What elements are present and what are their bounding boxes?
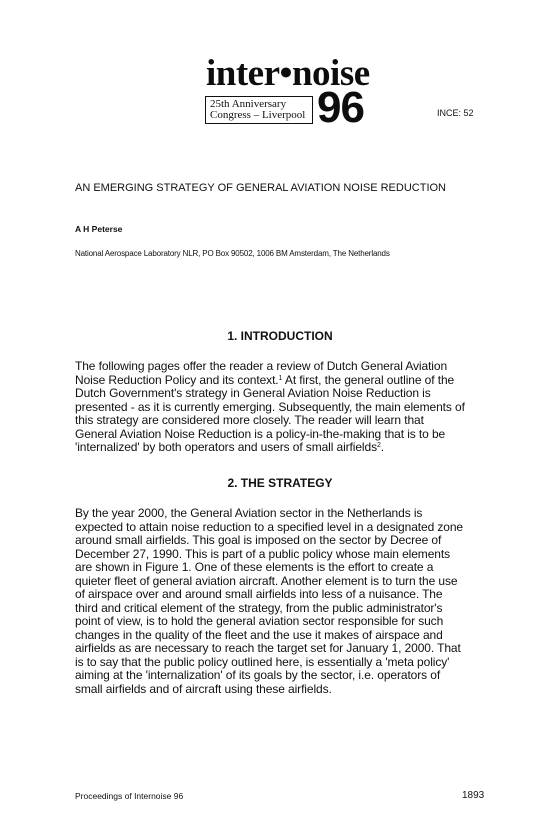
text-line-part: At first, the general outline of the xyxy=(282,372,455,387)
page-number: 1893 xyxy=(462,790,485,801)
text-line: The following pages offer the reader a review of Dutch General Aviation xyxy=(75,359,448,373)
text-line: this strategy are considered more closely. The reader will learn that xyxy=(75,413,424,427)
text-line: is to say that the public policy outlined here, is essentially a 'meta policy' xyxy=(75,654,450,669)
text-line: small airfields and of aircraft using these airfields. xyxy=(75,681,332,696)
text-line: December 27, 1990. This is part of a public policy whose main elements xyxy=(75,546,450,561)
conference-logo-wordmark: inter•noise xyxy=(206,53,370,94)
section-heading-introduction: 1. INTRODUCTION xyxy=(227,329,333,343)
strategy-paragraph xyxy=(75,507,495,696)
footnote-marker: 2 xyxy=(376,442,381,449)
text-line: expected to attain noise reduction to a specified level in a designated zone xyxy=(75,519,464,534)
paper-title: AN EMERGING STRATEGY OF GENERAL AVIATION NOISE REDUCTION xyxy=(75,182,446,194)
text-line: presented - as it is currently emerging. Subsequently, the main elements of xyxy=(75,399,465,414)
introduction-paragraph xyxy=(75,360,495,455)
text-line-part: 'internalized' by both operators and users of small airfields xyxy=(75,440,377,454)
section-heading-strategy: 2. THE STRATEGY xyxy=(227,476,333,490)
paper-author: A H Peterse xyxy=(75,224,123,234)
text-line: General Aviation Noise Reduction is a policy-in-the-making that is to be xyxy=(75,426,446,441)
author-affiliation: National Aerospace Laboratory NLR, PO Box 90502, 1006 BM Amsterdam, The Netherlands xyxy=(75,249,390,258)
text-line: Dutch Government's strategy in General Aviation Noise Reduction is xyxy=(75,386,431,400)
conference-logo-box xyxy=(205,96,313,124)
text-line-part: . xyxy=(380,440,385,454)
text-line: point of view, is to hold the general aviation sector responsible for such xyxy=(75,614,444,628)
text-line xyxy=(75,374,495,388)
text-line-part: Noise Reduction Policy and its context. xyxy=(75,372,279,387)
ince-code: INCE: 52 xyxy=(437,108,474,118)
text-line: around small airfields. This goal is imposed on the sector by Decree of xyxy=(75,533,442,547)
text-line: are shown in Figure 1. One of these elements is the effort to create a xyxy=(75,560,434,574)
text-line: third and critical element of the strategy, from the public administrator's xyxy=(75,600,443,615)
conference-logo-number: 96 xyxy=(317,83,364,132)
text-line: changes in the quality of the fleet and the use it makes of airspace and xyxy=(75,627,443,642)
text-line: airfields as are necessary to reach the target set for January 1, 2000. That xyxy=(75,641,461,655)
text-line: By the year 2000, the General Aviation sector in the Netherlands is xyxy=(75,506,423,520)
logo-anniversary-line: 25th Anniversary xyxy=(210,98,287,110)
text-line xyxy=(75,441,495,455)
text-line: quieter fleet of general aviation aircraft. Another element is to turn the use xyxy=(75,573,458,588)
text-line: of airspace over and around small airfields into less of a nuisance. The xyxy=(75,587,443,601)
footnote-marker: 1 xyxy=(278,374,283,382)
logo-congress-line: Congress – Liverpool xyxy=(210,109,306,121)
text-line: aiming at the 'internalization' of its goals by the sector, i.e. operators of xyxy=(75,668,441,682)
proceedings-footer: Proceedings of Internoise 96 xyxy=(75,791,184,801)
